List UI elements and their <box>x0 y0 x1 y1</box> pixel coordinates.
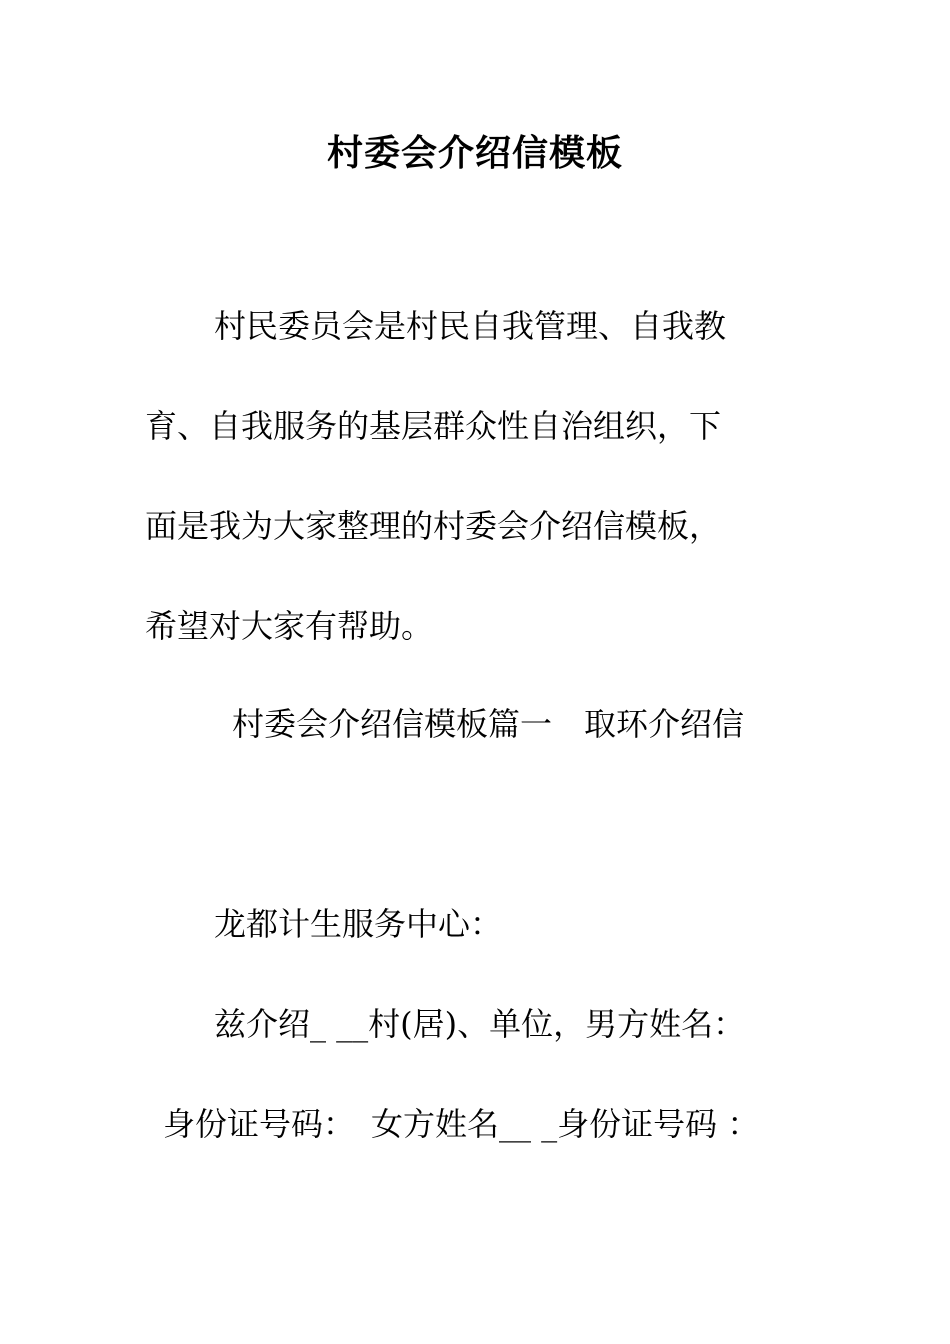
intro-paragraph-line-4: 希望对大家有帮助。 <box>145 607 434 645</box>
intro-paragraph-line-3: 面是我为大家整理的村委会介绍信模板， <box>145 507 722 545</box>
intro-paragraph-line-2: 育、自我服务的基层群众性自治组织，下 <box>145 407 722 445</box>
section-heading: 村委会介绍信模板篇一 取环介绍信 <box>232 705 745 743</box>
intro-paragraph-line-1: 村民委员会是村民自我管理、自我教 <box>214 307 727 345</box>
document-title: 村委会介绍信模板 <box>326 132 623 174</box>
letter-body-line-2: 身份证号码： 女方姓名__ _身份证号码 ： <box>163 1105 760 1143</box>
letter-salutation: 龙都计生服务中心： <box>214 905 503 943</box>
letter-body-line-1: 兹介绍_ __村(居)、单位，男方姓名： <box>214 1005 746 1043</box>
